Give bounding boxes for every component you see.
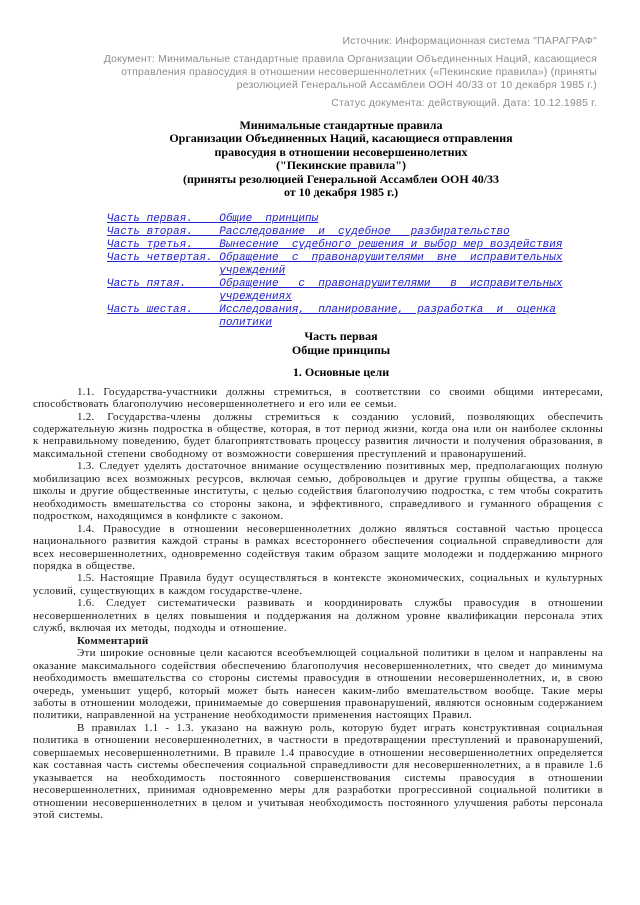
toc-link-part-6-cont[interactable]: политики bbox=[219, 317, 273, 330]
section-heading: 1. Основные цели bbox=[292, 365, 390, 380]
title-line: (приняты резолюцией Генеральной Ассамблеи ООН 40/33 bbox=[182, 171, 500, 186]
document-description-line: отправления правосудия в отношении несовершеннолетних («Пекинские правила») (приняты bbox=[121, 66, 597, 78]
document-description-line: Документ: Минимальные стандартные правила Организации Объединенных Наций, касающиеся bbox=[103, 53, 597, 65]
status-line: Статус документа: действующий. Дата: 10.12.1985 г. bbox=[331, 97, 597, 109]
body-paragraph-1-6: 1.6. Следует систематически развивать и координировать службы правосудия в отношении несовершеннолетних в целях повышения и поддержания на должном уровне квалификации персонала этих служб, включая их методы, подходы и отношение. bbox=[33, 597, 603, 635]
commentary-paragraph-1: Эти широкие основные цели касаются всеобъемлющей социальной политики в целом и направлены на оказание максимального содействия обеспечению благополучия несовершеннолетних, что сведет до минимума необходимость вмешательства со стороны системы правосудия в отношении несовершеннолетних, и, в свою очередь, уменьшит ущерб, который может быть нанесен каким-либо вмешательством вообще. Такие меры заботы в отношении молодежи, принимаемые до совершения правонарушений, являются основным содержанием политики, направленной на устранение необходимости применения настоящих Правил. bbox=[33, 647, 603, 722]
body-paragraph-1-5: 1.5. Настоящие Правила будут осуществляться в контексте экономических, социальных и культурных условий, существующих в каждом государстве-члене. bbox=[33, 572, 603, 597]
toc-row-part-5-cont bbox=[107, 291, 603, 304]
title-line: ("Пекинские правила") bbox=[276, 158, 406, 173]
toc-link-part-4-cont[interactable]: учреждений bbox=[219, 265, 286, 278]
part-heading-line: Часть первая bbox=[304, 329, 378, 344]
toc-row-part-6 bbox=[107, 304, 603, 317]
document-content bbox=[33, 0, 603, 822]
toc-link-part-3[interactable]: Часть третья. Вынесение судебного решения и выбор мер воздействия bbox=[107, 239, 563, 252]
body-paragraph-1-4: 1.4. Правосудие в отношении несовершеннолетних должно являться составной частью процесса национального развития каждой страны в рамках всестороннего обеспечения социальной справедливости для всех несовершеннолетних, одновременно содействуя таким образом защите молодежи и поддержанию мирного порядка в обществе. bbox=[33, 522, 603, 572]
toc-row-part-2 bbox=[107, 226, 603, 239]
document-description bbox=[33, 53, 597, 92]
document-description-line: резолюцией Генеральной Ассамблеи ООН 40/33 от 10 декабря 1985 г.) bbox=[236, 79, 597, 91]
toc-row-part-3 bbox=[107, 239, 603, 252]
title-line: правосудия в отношении несовершеннолетних bbox=[214, 144, 468, 159]
table-of-contents bbox=[107, 213, 603, 330]
body-paragraph-1-1: 1.1. Государства-участники должны стремиться, в соответствии со своими общими интересами, способствовать благополучию несовершеннолетнего и его или ее семьи. bbox=[33, 385, 603, 411]
title-line: Организации Объединенных Наций, касающиеся отправления bbox=[169, 131, 513, 146]
toc-link-part-5-cont[interactable]: учреждениях bbox=[219, 291, 292, 304]
toc-row-part-1 bbox=[107, 213, 603, 226]
title-line: от 10 декабря 1985 г.) bbox=[283, 185, 399, 200]
document-body bbox=[33, 386, 603, 822]
toc-row-part-4-cont bbox=[107, 265, 603, 278]
toc-link-part-5[interactable]: Часть пятая. Обращение с правонарушителями в исправительных bbox=[107, 278, 563, 291]
toc-link-part-4[interactable]: Часть четвертая. Обращение с правонарушителями вне исправительных bbox=[107, 252, 563, 265]
toc-indent bbox=[107, 317, 219, 329]
source-line: Источник: Информационная система "ПАРАГРАФ" bbox=[342, 35, 597, 47]
document-title bbox=[79, 119, 603, 199]
title-line: Минимальные стандартные правила bbox=[239, 118, 443, 132]
part-heading-line: Общие принципы bbox=[291, 342, 391, 357]
body-paragraph-1-3: 1.3. Следует уделять достаточное внимание осуществлению позитивных мер, предполагающих полную мобилизацию всех возможных ресурсов, включая семью, добровольцев и другие группы общества, а также школы и другие общественные институты, с целью содействия благополучию подростка, с тем чтобы сократить необходимость вмешательства со стороны закона, и эффективного, справедливого и гуманного обращения с подростком, находящимся в конфликте с законом. bbox=[33, 460, 603, 523]
toc-row-part-5 bbox=[107, 278, 603, 291]
toc-indent bbox=[107, 291, 219, 303]
commentary-paragraph-2: В правилах 1.1 - 1.3. указано на важную роль, которую будет играть конструктивная социальная политика в отношении несовершеннолетних, в частности в предотвращении преступлений и правонарушений, совершаемых несовершеннолетними. В правиле 1.4 правосудие в отношении несовершеннолетних определяется как составная часть системы обеспечения социальной справедливости для несовершеннолетних, а в правиле 1.6 указывается на необходимость постоянного совершенствования системы правосудия в отношении несовершеннолетних, принимая одновременно меры для разработки прогрессивной социальной политики в отношении несовершеннолетних в целом и учитывая необходимость постоянного улучшения работы персонала этой системы. bbox=[33, 721, 603, 822]
commentary-heading: Комментарий bbox=[77, 634, 149, 647]
toc-indent bbox=[107, 265, 219, 277]
toc-link-part-1[interactable]: Часть первая. Общие принципы bbox=[107, 213, 319, 226]
body-paragraph-1-2: 1.2. Государства-члены должны стремиться к созданию условий, позволяющих обеспечить содержательную жизнь подростка в обществе, которая, в тот период жизни, когда она или он наиболее склонны к неправильному поведению, будет благоприятствовать процессу развития личности и получения образования, в максимальной степени свободному от возможности совершения преступлений и правонарушений. bbox=[33, 410, 603, 460]
toc-link-part-2[interactable]: Часть вторая. Расследование и судебное разбирательство bbox=[107, 226, 510, 239]
toc-row-part-4 bbox=[107, 252, 603, 265]
part-heading bbox=[79, 330, 603, 357]
toc-link-part-6[interactable]: Часть шестая. Исследования, планирование, разработка и оценка bbox=[107, 304, 556, 317]
doc-meta bbox=[33, 35, 603, 110]
